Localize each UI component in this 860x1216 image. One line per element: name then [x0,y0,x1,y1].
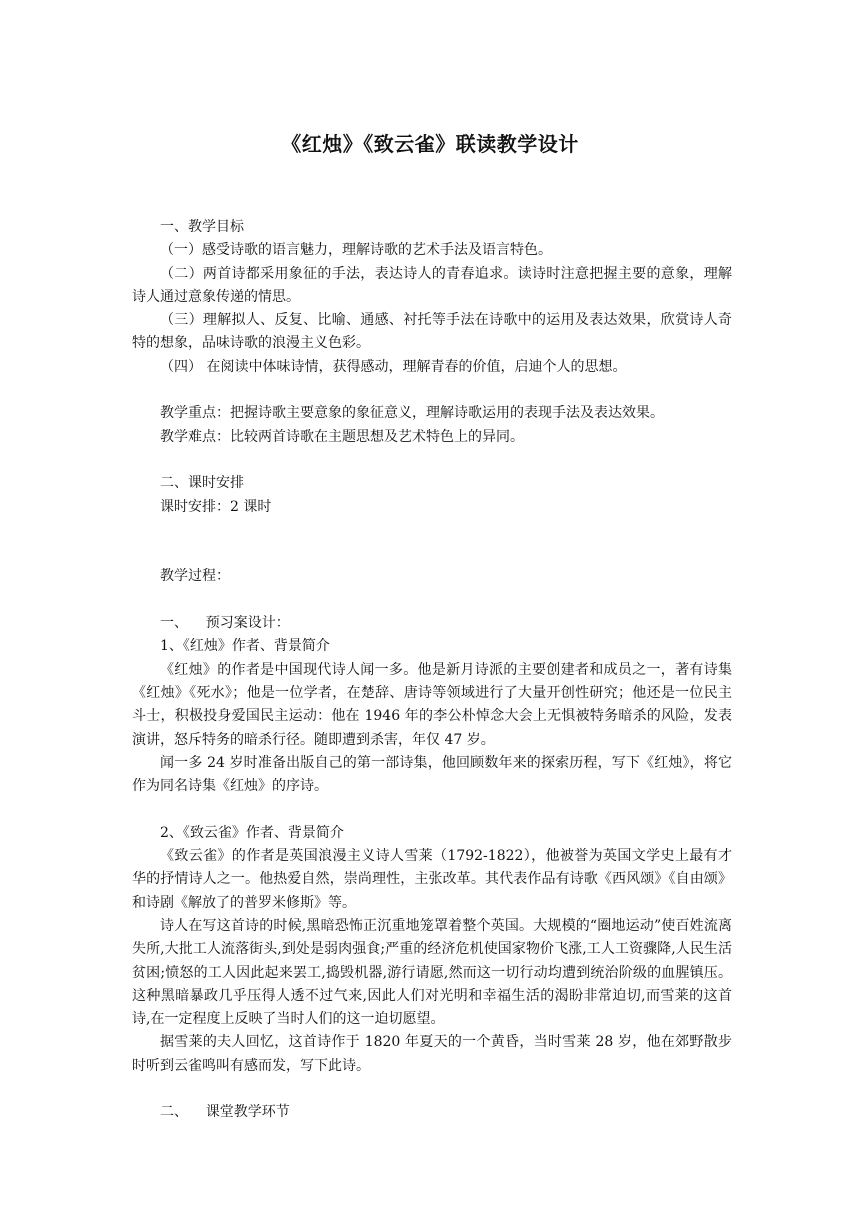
part1-sub2-para-2: 诗人在写这首诗的时候,黑暗恐怖正沉重地笼罩着整个英国。大规模的“圈地运动”使百姓流离失所,大批工人流落街头,到处是弱肉强食;严重的经济危机使国家物价飞涨,工人工资骤降,人民生活贫困;愤怒的工人因此起来罢工,捣毁机器,游行请愿,然而这一切行动均遭到统治阶级的血腥镇压。这种黑暗暴政几乎压得人透不过气来,因此人们对光明和幸福生活的渴盼非常迫切,而雪莱的这首诗,在一定程度上反映了当时人们的这一迫切愿望。 [132,917,732,1028]
part1-sub2-heading: 2、《致云雀》作者、背景简介 [160,824,344,841]
document-title: 《红烛》《致云雀》联读教学设计 [281,132,579,156]
part1-sub2-para-1: 《致云雀》的作者是英国浪漫主义诗人雪莱（1792-1822），他被誉为英国文学史上最有才华的抒情诗人之一。他热爱自然，崇尚理性，主张改革。其代表作品有诗歌《西风颂》《自由颂》和诗剧《解放了的普罗米修斯》等。 [132,848,732,911]
goal-2: （二）两首诗都采用象征的手法，表达诗人的青春追求。读诗时注意把握主要的意象，理解诗人通过意象传递的情思。 [132,265,732,305]
process-heading: 教学过程： [160,568,230,585]
goal-1: （一）感受诗歌的语言魅力，理解诗歌的艺术手法及语言特色。 [160,242,552,259]
part1-sub1-heading: 1、《红烛》作者、背景简介 [160,638,330,655]
part1-sub1-para-1: 《红烛》的作者是中国现代诗人闻一多。他是新月诗派的主要创建者和成员之一，著有诗集《红烛》《死水》；他是一位学者，在楚辞、唐诗等领域进行了大量开创性研究；他还是一位民主斗士，积极投身爱国民主运动：他在 1946 年的李公朴悼念大会上无惧被特务暗杀的风险，发表演讲，怒斥特务的暗杀行径。随即遭到杀害，年仅 47 岁。 [132,661,732,748]
goal-3: （三）理解拟人、反复、比喻、通感、衬托等手法在诗歌中的运用及表达效果，欣赏诗人奇特的想象，品味诗歌的浪漫主义色彩。 [132,312,732,352]
part1-heading: 一、 预习案设计： [160,615,290,632]
document-body [132,216,732,1125]
difficult-point: 教学难点：比较两首诗歌在主题思想及艺术特色上的异同。 [160,428,524,445]
part2-heading: 二、 课堂教学环节 [160,1104,290,1121]
goal-4: （四） 在阅读中体味诗情，获得感动，理解青春的价值，启迪个人的思想。 [160,358,627,375]
section-heading-goals: 一、教学目标 [160,219,244,235]
schedule-text: 课时安排：2 课时 [160,498,272,515]
part1-sub2-para-3: 据雪莱的夫人回忆，这首诗作于 1820 年夏天的一个黄昏，当时雪莱 28 岁，他在郊野散步时听到云雀鸣叫有感而发，写下此诗。 [132,1034,732,1074]
key-point: 教学重点：把握诗歌主要意象的象征意义，理解诗歌运用的表现手法及表达效果。 [160,405,664,422]
part1-sub1-para-2: 闻一多 24 岁时准备出版自己的第一部诗集，他回顾数年来的探索历程，写下《红烛》，将它作为同名诗集《红烛》的序诗。 [132,754,732,795]
section-heading-schedule: 二、课时安排 [160,475,244,492]
